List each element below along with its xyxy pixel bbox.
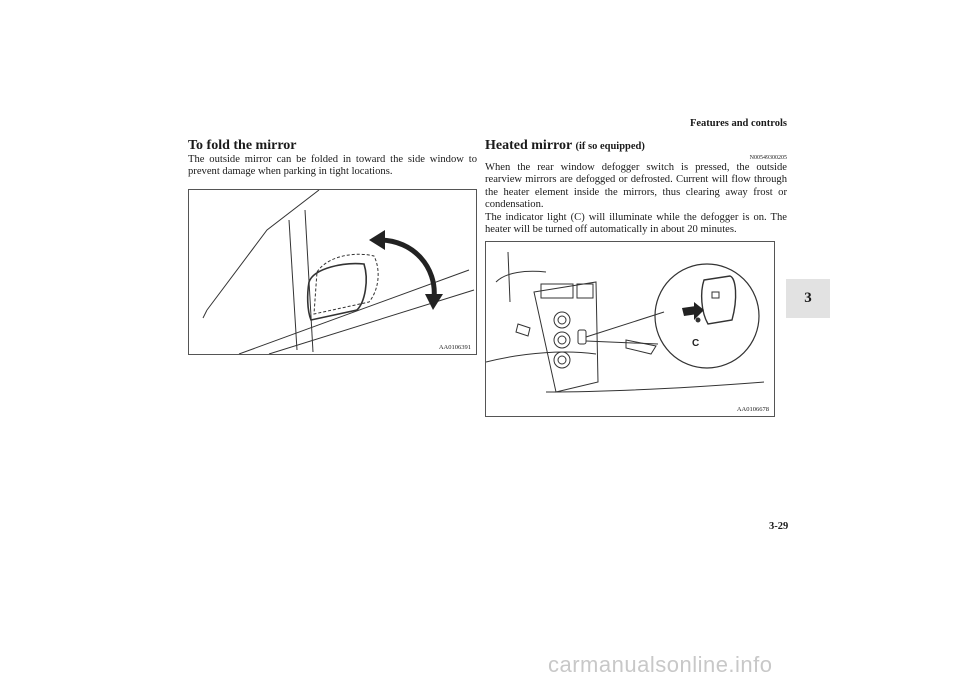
- heated-mirror-ref-code: N00549300205: [749, 155, 787, 161]
- section-header: Features and controls: [689, 118, 787, 129]
- heated-mirror-section: [485, 138, 787, 417]
- fold-mirror-figure: [188, 189, 477, 355]
- heated-mirror-title: Heated mirror: [485, 138, 572, 153]
- fold-mirror-heading: To fold the mirror: [188, 138, 297, 153]
- heated-mirror-figure: [485, 241, 775, 417]
- mirror-fold-illustration: [189, 190, 476, 354]
- chapter-number: 3: [804, 290, 812, 306]
- fold-mirror-section: [188, 138, 477, 355]
- fold-mirror-body: The outside mirror can be folded in toward the side window to prevent damage when parking in tight locations.: [188, 154, 477, 178]
- callout-c-label: C: [692, 338, 700, 350]
- heated-mirror-heading: [485, 138, 787, 155]
- chapter-tab: [786, 279, 830, 318]
- defogger-switch-illustration: [486, 242, 774, 416]
- heated-mirror-note: (if so equipped): [575, 141, 645, 152]
- fold-mirror-figure-code: AA0106391: [438, 343, 471, 351]
- heated-mirror-paragraph-2: The indicator light (C) will illuminate while the defogger is on. The heater will be turned off automatically in about 20 minutes.: [485, 211, 787, 236]
- heated-mirror-figure-code: AA0106678: [736, 406, 769, 414]
- heated-mirror-paragraph-1: When the rear window defogger switch is pressed, the outside rearview mirrors are defogged or defrosted. Current will flow through the heater element inside the mirrors, thus clearing away frost or condensation.: [485, 162, 787, 211]
- watermark: carmanualsonline.info: [548, 652, 773, 677]
- page-number: 3-29: [769, 521, 789, 532]
